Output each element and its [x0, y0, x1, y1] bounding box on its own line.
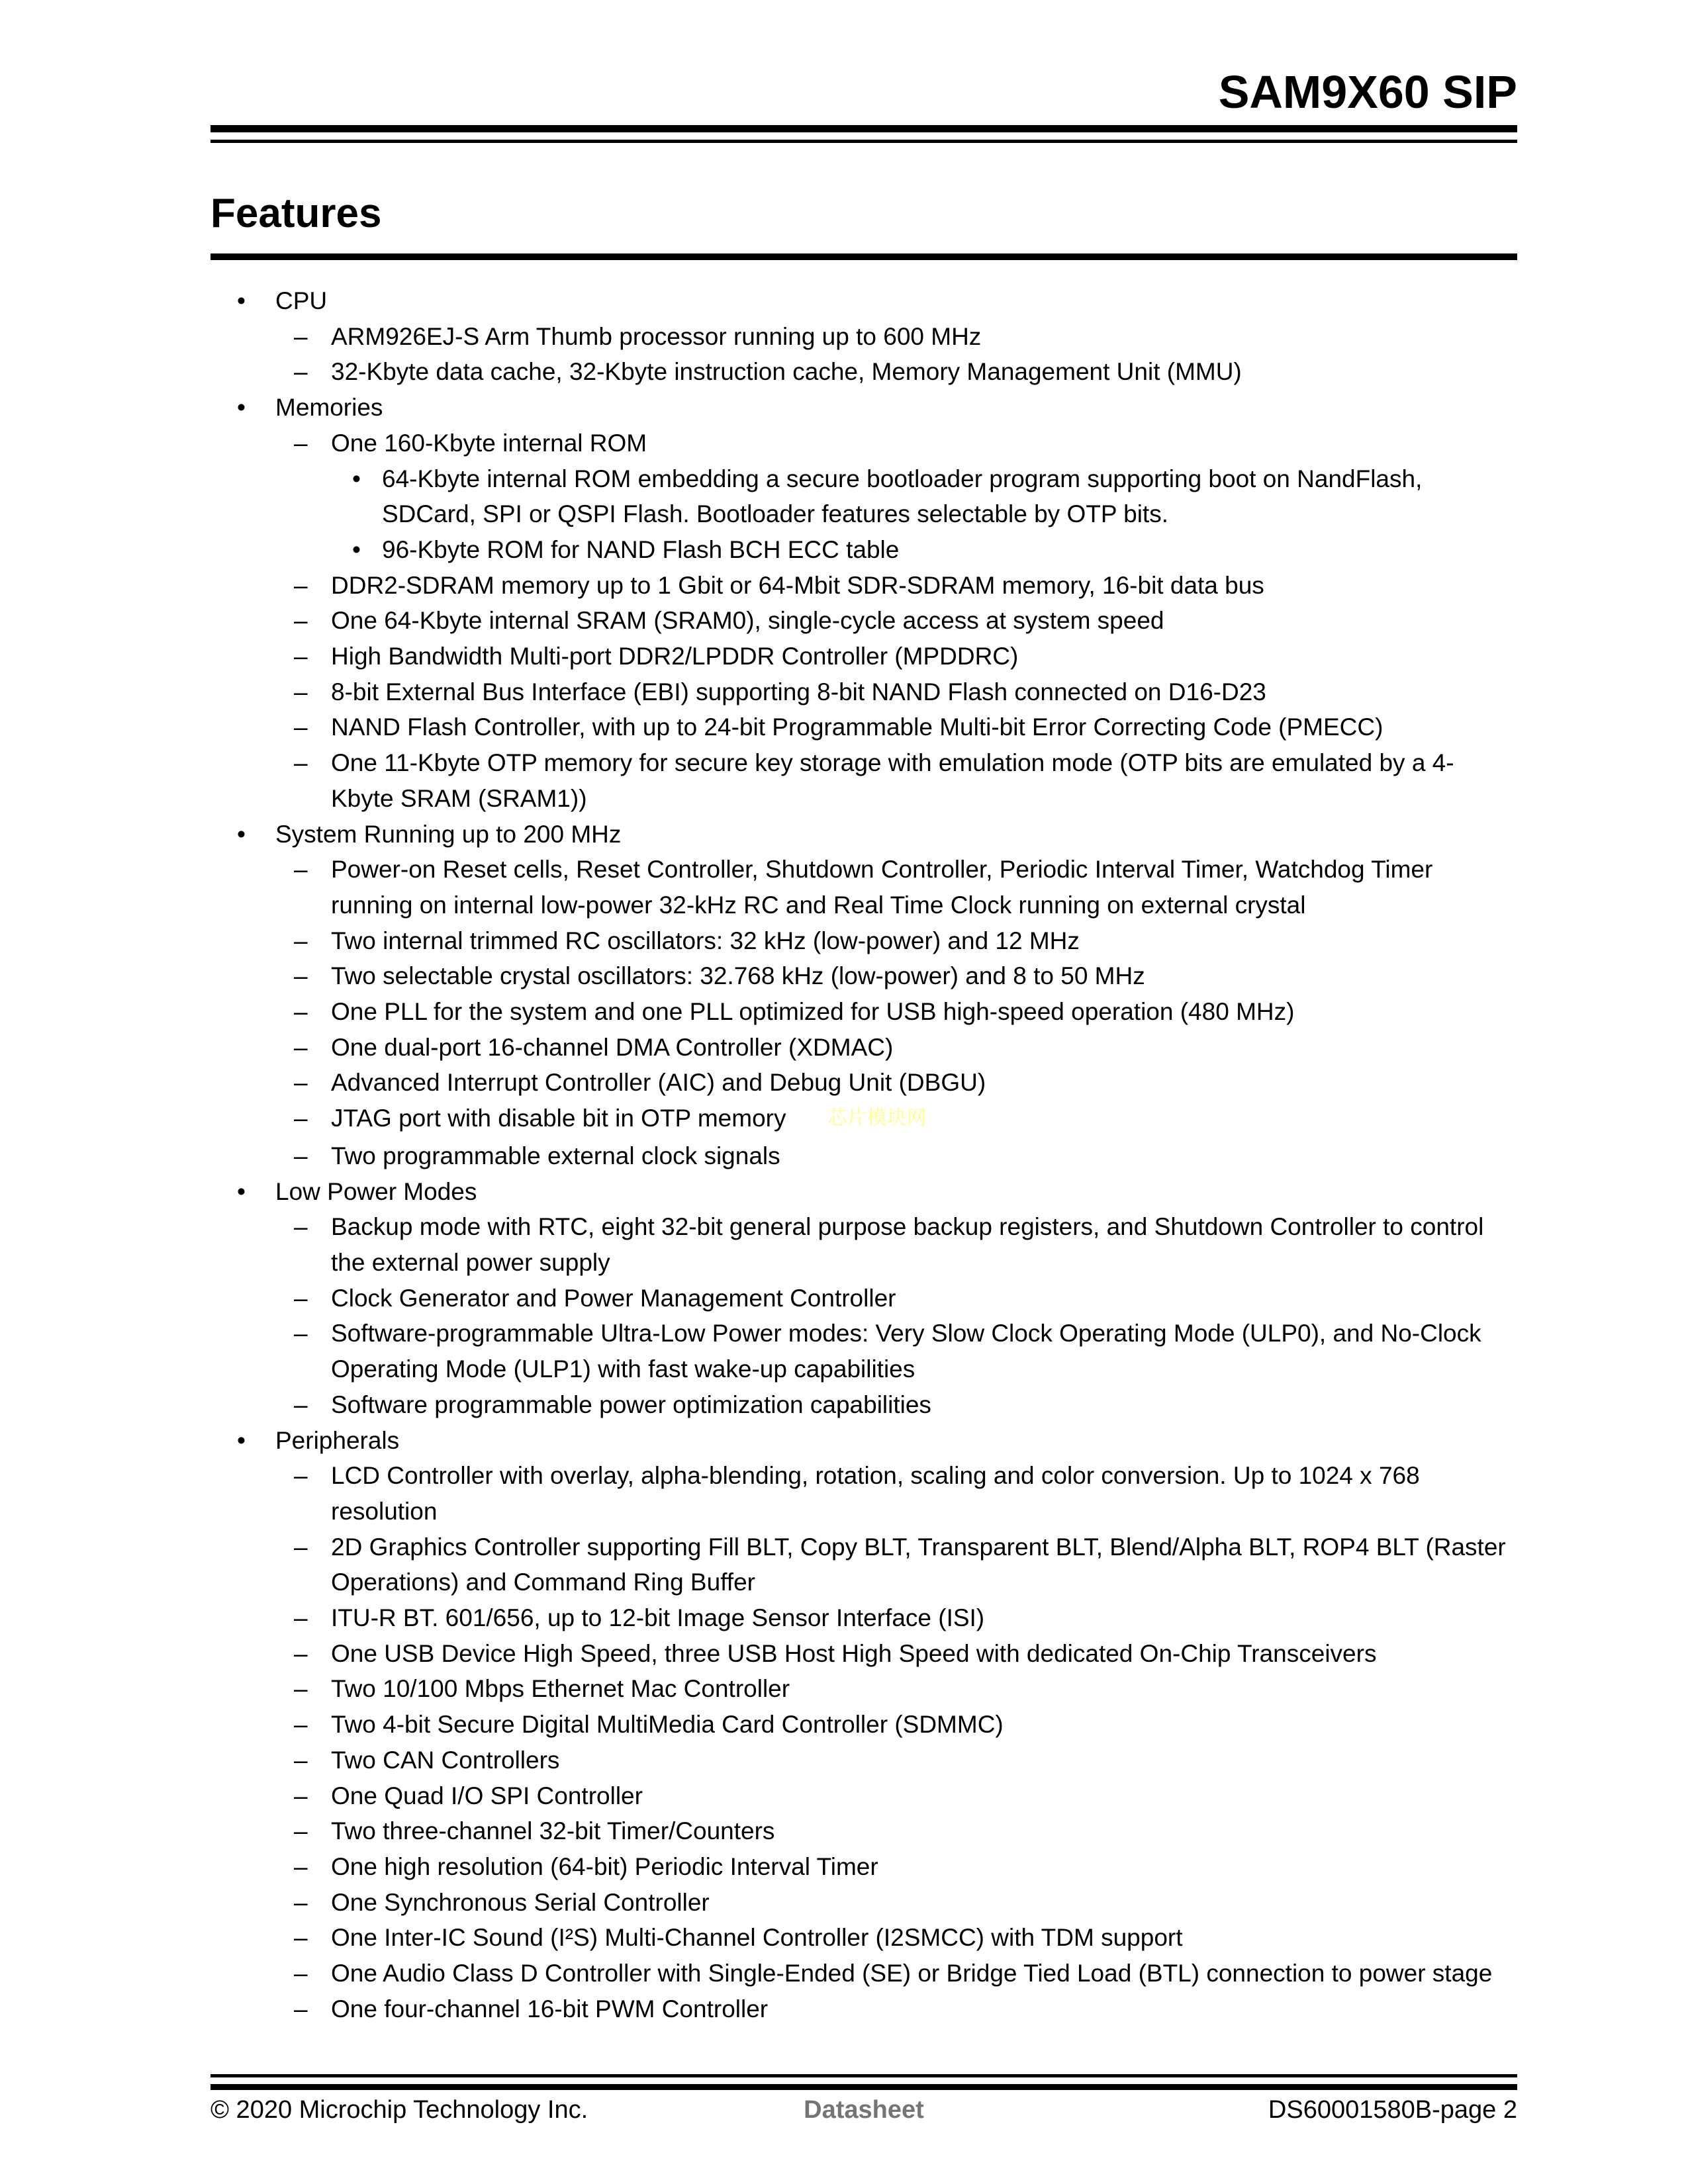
feature-item: – 2D Graphics Controller supporting Fill BLT, Copy BLT, Transparent BLT, Blend/Alpha BLT, ROP4 BLT (Raster Operations) and Command Ring Buffer [211, 1529, 1515, 1600]
feature-item: – LCD Controller with overlay, alpha-blending, rotation, scaling and color conversion. Up to 1024 x 768 resolution [211, 1458, 1515, 1529]
feature-item: – One PLL for the system and one PLL optimized for USB high-speed operation (480 MHz) [211, 994, 1515, 1030]
section-heading: Features [211, 191, 382, 236]
feature-item [211, 1101, 1515, 1138]
feature-item: – ARM926EJ-S Arm Thumb processor running up to 600 MHz [211, 319, 1515, 355]
section-rule [211, 253, 1517, 260]
feature-item: – One Audio Class D Controller with Single-Ended (SE) or Bridge Tied Load (BTL) connection to power stage [211, 1956, 1515, 1991]
feature-item: • Low Power Modes [211, 1174, 1515, 1210]
feature-item: – Software programmable power optimization capabilities [211, 1387, 1515, 1423]
footer-rule-thick [211, 2084, 1517, 2090]
feature-item: – Two CAN Controllers [211, 1743, 1515, 1778]
footer-rule-thin [211, 2074, 1517, 2077]
page-footer [211, 2095, 1517, 2126]
feature-item: – One dual-port 16-channel DMA Controller (XDMAC) [211, 1030, 1515, 1066]
feature-item: – NAND Flash Controller, with up to 24-bit Programmable Multi-bit Error Correcting Code (PMECC) [211, 709, 1515, 745]
feature-item: – One Quad I/O SPI Controller [211, 1778, 1515, 1814]
feature-item-text: JTAG port with disable bit in OTP memory [331, 1105, 786, 1132]
feature-item: – Two selectable crystal oscillators: 32.768 kHz (low-power) and 8 to 50 MHz [211, 958, 1515, 994]
feature-item: – ITU-R BT. 601/656, up to 12-bit Image Sensor Interface (ISI) [211, 1600, 1515, 1636]
feature-item: – One Synchronous Serial Controller [211, 1885, 1515, 1921]
feature-item: – Backup mode with RTC, eight 32-bit general purpose backup registers, and Shutdown Controller to control the external power supply [211, 1209, 1515, 1280]
document-title: SAM9X60 SIP [1218, 66, 1517, 118]
feature-item: – DDR2-SDRAM memory up to 1 Gbit or 64-Mbit SDR-SDRAM memory, 16-bit data bus [211, 568, 1515, 604]
footer-copyright: © 2020 Microchip Technology Inc. [211, 2096, 588, 2124]
feature-item: – Two programmable external clock signals [211, 1138, 1515, 1174]
feature-item: – One high resolution (64-bit) Periodic Interval Timer [211, 1849, 1515, 1885]
feature-item: • 96-Kbyte ROM for NAND Flash BCH ECC table [211, 532, 1515, 568]
footer-doc-page-number: DS60001580B-page 2 [1268, 2096, 1517, 2124]
feature-item: – High Bandwidth Multi-port DDR2/LPDDR Controller (MPDDRC) [211, 639, 1515, 674]
feature-item: – One 160-Kbyte internal ROM [211, 426, 1515, 461]
feature-item: – One USB Device High Speed, three USB Host High Speed with dedicated On-Chip Transceivers [211, 1636, 1515, 1672]
feature-item: – 32-Kbyte data cache, 32-Kbyte instruction cache, Memory Management Unit (MMU) [211, 354, 1515, 390]
header-rule-thick [211, 125, 1517, 132]
watermark-text: 芯片模块网 [827, 1107, 927, 1130]
feature-item: – Power-on Reset cells, Reset Controller, Shutdown Controller, Periodic Interval Timer, Watchdog Timer running on internal low-power 32-kHz RC and Real Time Clock running on external crystal [211, 852, 1515, 923]
feature-item: – 8-bit External Bus Interface (EBI) supporting 8-bit NAND Flash connected on D16-D23 [211, 674, 1515, 710]
feature-item: – Advanced Interrupt Controller (AIC) and Debug Unit (DBGU) [211, 1065, 1515, 1101]
feature-item: – One 64-Kbyte internal SRAM (SRAM0), single-cycle access at system speed [211, 603, 1515, 639]
feature-item: – Software-programmable Ultra-Low Power modes: Very Slow Clock Operating Mode (ULP0), and No-Clock Operating Mode (ULP1) with fast wake-up capabilities [211, 1316, 1515, 1387]
feature-item: • Peripherals [211, 1423, 1515, 1459]
feature-item: – Two three-channel 32-bit Timer/Counters [211, 1813, 1515, 1849]
feature-item: • Memories [211, 390, 1515, 426]
header-rule-thin [211, 140, 1517, 143]
feature-item: • System Running up to 200 MHz [211, 817, 1515, 852]
feature-item: – Clock Generator and Power Management Controller [211, 1281, 1515, 1316]
feature-item: – Two 4-bit Secure Digital MultiMedia Card Controller (SDMMC) [211, 1707, 1515, 1743]
feature-list [211, 283, 1515, 2026]
feature-item: • CPU [211, 283, 1515, 319]
feature-item: – One 11-Kbyte OTP memory for secure key storage with emulation mode (OTP bits are emulated by a 4-Kbyte SRAM (SRAM1)) [211, 745, 1515, 816]
feature-item: – Two internal trimmed RC oscillators: 32 kHz (low-power) and 12 MHz [211, 923, 1515, 959]
footer-datasheet-label: Datasheet [804, 2096, 924, 2124]
feature-item: – One Inter-IC Sound (I²S) Multi-Channel Controller (I2SMCC) with TDM support [211, 1920, 1515, 1956]
feature-item: – One four-channel 16-bit PWM Controller [211, 1991, 1515, 2027]
feature-item: – Two 10/100 Mbps Ethernet Mac Controller [211, 1671, 1515, 1707]
feature-item: • 64-Kbyte internal ROM embedding a secure bootloader program supporting boot on NandFlash, SDCard, SPI or QSPI Flash. Bootloader features selectable by OTP bits. [211, 461, 1515, 532]
